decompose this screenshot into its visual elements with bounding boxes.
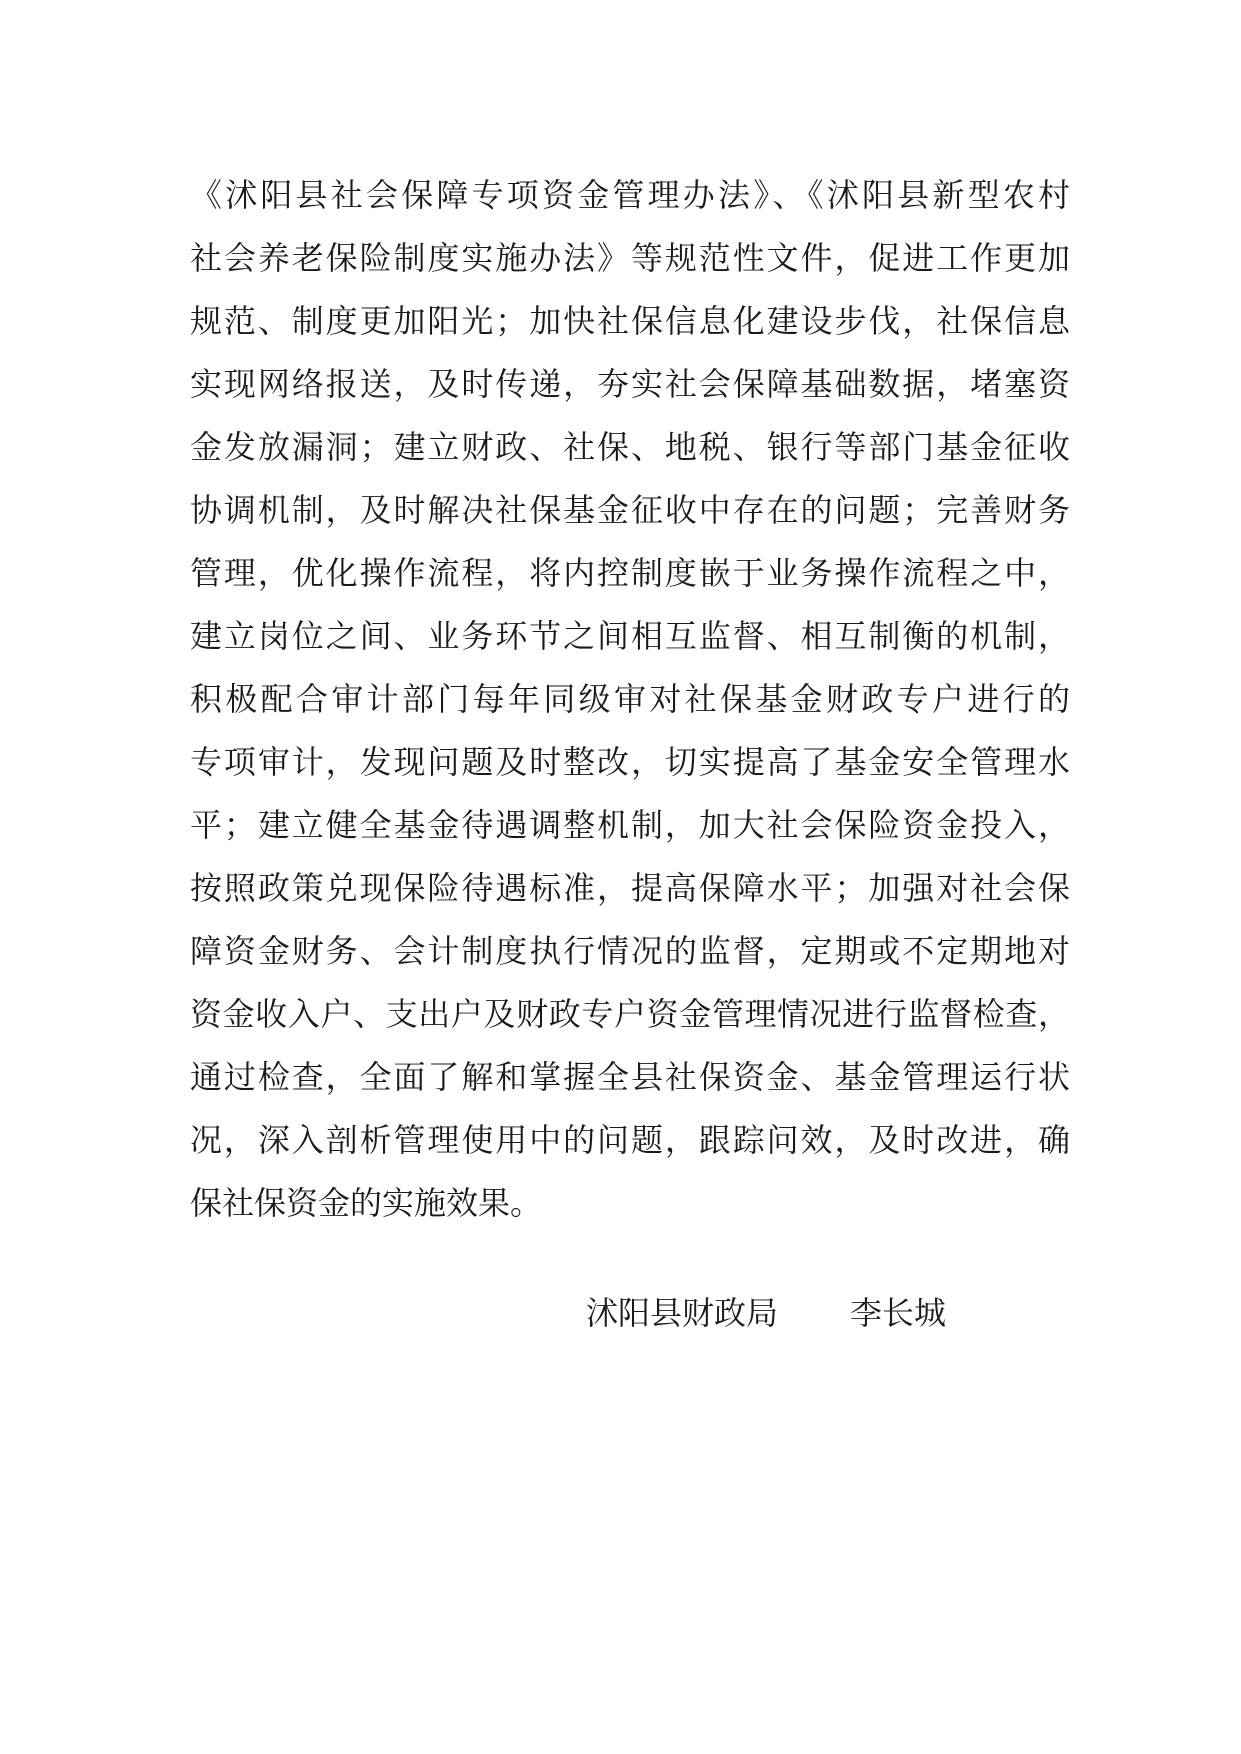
paragraph-line: 按照政策兑现保险待遇标准，提高保障水平；加强对社会保: [190, 869, 1070, 907]
paragraph-line: 协调机制，及时解决社保基金征收中存在的问题；完善财务: [190, 491, 1070, 529]
paragraph-line: 《沭阳县社会保障专项资金管理办法》、《沭阳县新型农村: [190, 176, 1070, 214]
paragraph-line: 资金收入户、支出户及财政专户资金管理情况进行监督检查，: [190, 995, 1070, 1033]
signature-author: 李长城: [850, 1294, 947, 1332]
paragraph-line: 实现网络报送，及时传递，夯实社会保障基础数据，堵塞资: [190, 365, 1070, 403]
paragraph-line: 社会养老保险制度实施办法》等规范性文件，促进工作更加: [190, 239, 1070, 277]
paragraph-line: 平；建立健全基金待遇调整机制，加大社会保险资金投入，: [190, 806, 1070, 844]
paragraph-line: 况，深入剖析管理使用中的问题，跟踪问效，及时改进，确: [190, 1121, 1070, 1159]
paragraph-line: 金发放漏洞；建立财政、社保、地税、银行等部门基金征收: [190, 428, 1070, 466]
body-paragraph: [190, 164, 1070, 1235]
paragraph-line: 专项审计，发现问题及时整改，切实提高了基金安全管理水: [190, 743, 1070, 781]
signature-organization: 沭阳县财政局: [586, 1294, 779, 1332]
paragraph-line: 积极配合审计部门每年同级审对社保基金财政专户进行的: [190, 680, 1070, 718]
paragraph-line: 管理，优化操作流程，将内控制度嵌于业务操作流程之中，: [190, 554, 1070, 592]
paragraph-line: 障资金财务、会计制度执行情况的监督，定期或不定期地对: [190, 932, 1070, 970]
paragraph-line: 规范、制度更加阳光；加快社保信息化建设步伐，社保信息: [190, 302, 1070, 340]
signature-block: [586, 1282, 946, 1345]
paragraph-line: 保社保资金的实施效果。: [190, 1184, 543, 1222]
paragraph-line: 通过检查，全面了解和掌握全县社保资金、基金管理运行状: [190, 1058, 1070, 1096]
paragraph-line: 建立岗位之间、业务环节之间相互监督、相互制衡的机制，: [190, 617, 1070, 655]
